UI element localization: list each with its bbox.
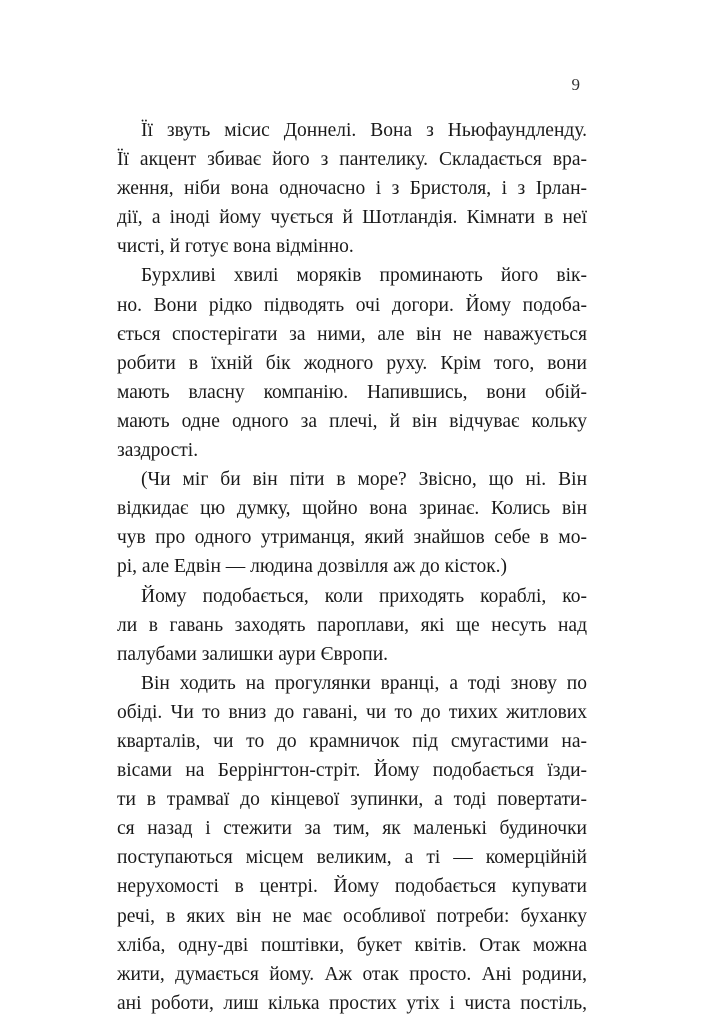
text-line: ли в гавань заходять пароплави, які ще несуть над — [117, 614, 587, 636]
text-line: хліба, одну-дві поштівки, букет квітів. Отак можна — [117, 934, 587, 956]
text-line: Її акцент збиває його з пантелику. Складається вра- — [117, 149, 587, 171]
text-line: дії, а іноді йому чується й Шотландія. Кімнати в неї — [117, 207, 587, 229]
text-line: (Чи міг би він піти в море? Звісно, що ні. Він — [141, 469, 587, 491]
text-line: ані роботи, лиш кілька простих утіх і чиста постіль, — [117, 992, 587, 1014]
text-line: рі, але Едвін — людина дозвілля аж до кісток.) — [117, 556, 508, 578]
text-line: відкидає цю думку, щойно вона зринає. Колись він — [117, 498, 587, 520]
text-line: ження, ніби вона одночасно і з Бристоля, і з Ірлан- — [117, 178, 587, 200]
text-line: обіді. Чи то вниз до гавані, чи то до тихих житлових — [117, 701, 587, 723]
text-line: ся назад і стежити за тим, як маленькі будиночки — [117, 818, 587, 840]
text-line: но. Вони рідко підводять очі догори. Йому подоба- — [117, 294, 587, 316]
text-line: Бурхливі хвилі моряків проминають його вік- — [141, 265, 587, 287]
text-line: кварталів, чи то до крамничок під смугастими на- — [117, 730, 587, 752]
text-line: ється спостерігати за ними, але він не наважується — [117, 323, 587, 345]
text-line: Її звуть місис Доннелі. Вона з Ньюфаундленду. — [141, 120, 587, 141]
text-line: мають власну компанію. Напившись, вони обій- — [117, 381, 587, 403]
text-line: мають одне одного за плечі, й він відчуває кольку — [117, 410, 587, 432]
text-line: вісами на Беррінгтон-стріт. Йому подобається їзди- — [117, 760, 587, 782]
text-line: палубами залишки аури Європи. — [117, 643, 389, 665]
body-text — [117, 116, 587, 1018]
text-line: ти в трамваї до кінцевої зупинки, а тоді повертати- — [117, 789, 587, 811]
text-line: нерухомості в центрі. Йому подобається купувати — [117, 876, 587, 898]
text-line: робити в їхній бік жодного руху. Крім того, вони — [117, 352, 587, 374]
text-line: чув про одного утриманця, який знайшов себе в мо- — [117, 527, 587, 549]
text-line: чисті, й готує вона відмінно. — [117, 236, 354, 258]
text-line: Йому подобається, коли приходять кораблі, ко- — [141, 585, 587, 607]
page-number: 9 — [571, 75, 580, 94]
text-line: поступаються місцем великим, а ті — комерційній — [117, 847, 587, 869]
text-line: Він ходить на прогулянки вранці, а тоді знову по — [141, 672, 587, 694]
text-line: речі, в яких він не має особливої потреби: буханку — [117, 905, 587, 927]
text-line: жити, думається йому. Аж отак просто. Ані родини, — [117, 963, 587, 985]
text-line: заздрості. — [117, 440, 199, 462]
